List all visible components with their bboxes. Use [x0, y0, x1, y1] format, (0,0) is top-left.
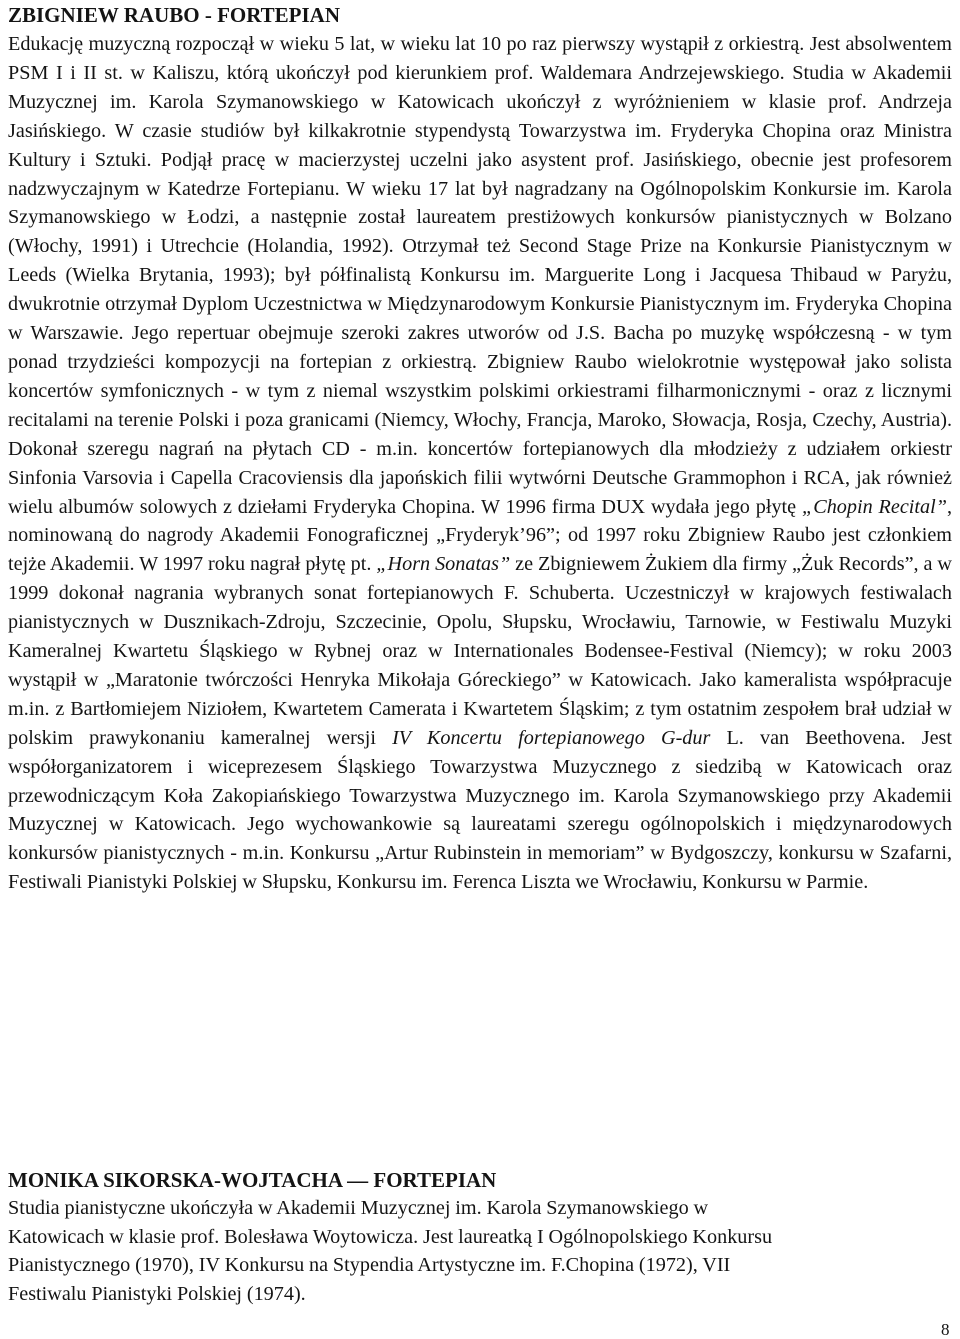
- paragraph-line: Festiwalu Pianistyki Polskiej (1974).: [8, 1282, 306, 1305]
- album-title-horn-sonatas: „Horn Sonatas”: [376, 553, 511, 576]
- biography-paragraph: [8, 30, 952, 897]
- paragraph-text: , nominowaną do nagrody Akademii Fonograficznej „Fryderyk’96”; od 1997 roku Zbigniew Raubo jest członkiem tejże Akademii. W 1997 roku nagrał płytę pt.: [8, 495, 952, 576]
- paragraph-text: L. van Beethovena. Jest współorganizatorem i wiceprezesem Śląskiego Towarzystwa Muzycznego z siedzibą w Katowicach oraz przewodniczącym Koła Zakopiańskiego Towarzystwa Muzycznego im. Karola Szymanowskiego przy Akademii Muzycznej w Katowicach. Jego wychowankowie są laureatami szeregu ogólnopolskich i międzynarodowych konkursów pianistycznych - m.in. Konkursu „Artur Rubinstein in memoriam” w Bydgoszczy, konkursu w Szafarni, Festiwali Pianistyki Polskiej w Słupsku, Konkursu im. Ferenca Liszta we Wrocławiu, Konkursu w Parmie.: [8, 726, 952, 894]
- paragraph-text: ze Zbigniewem Żukiem dla firmy „Żuk Records”, a w 1999 dokonał nagrania wybranych sonat fortepianowych F. Schuberta. Uczestniczył w krajowych festiwalach pianistycznych w Dusznikach-Zdroju, Szczecinie, Opolu, Słupsku, Wrocławiu, Tarnowie, w Festiwalu Muzyki Kameralnej Kwartetu Śląskiego w Rybnej oraz w Internationales Bodensee-Festival (Niemcy); w roku 2003 wystąpił w „Maratonie twórczości Henryka Mikołaja Góreckiego” w Katowicach. Jako kameralista współpracuje m.in. z Bartłomiejem Niziołem, Kwartetem Camerata i Kwartetem Śląskim; z tym ostatnim zespołem brał udział w polskim prawykonaniu kameralnej wersji: [8, 553, 952, 749]
- paragraph-line: Pianistycznego (1970), IV Konkursu na Stypendia Artystyczne im. F.Chopina (1972), VII: [8, 1254, 731, 1276]
- section-title: MONIKA SIKORSKA-WOJTACHA — FORTEPIAN: [8, 1168, 497, 1192]
- album-title-chopin-recital: „Chopin Recital”: [802, 495, 947, 518]
- page-number: 8: [941, 1320, 950, 1339]
- biography-paragraph: [8, 1194, 952, 1308]
- paragraph-text: Edukację muzyczną rozpoczął w wieku 5 lat, w wieku lat 10 po raz pierwszy wystąpił z orkiestrą. Jest absolwentem PSM I i II st. w Kaliszu, którą ukończył pod kierunkiem prof. Waldemara Andrzejewskiego. Studia w Akademii Muzycznej im. Karola Szymanowskiego w Katowicach ukończył z wyróżnieniem w klasie prof. Andrzeja Jasińskiego. W czasie studiów był kilkakrotnie stypendystą Towarzystwa im. Fryderyka Chopina oraz Ministra Kultury i Sztuki. Podjął pracę w macierzystej uczelni jako asystent prof. Jasińskiego, obecnie jest profesorem nadzwyczajnym w Katedrze Fortepianu. W wieku 17 lat był nagradzany na Ogólnopolskim Konkursie im. Karola Szymanowskiego w Łodzi, a następnie został laureatem prestiżowych konkursów pianistycznych w Bolzano (Włochy, 1991) i Utrechcie (Holandia, 1992). Otrzymał też Second Stage Prize na Konkursie Pianistycznym w Leeds (Wielka Brytania, 1993); był półfinalistą Konkursu im. Marguerite Long i Jacquesa Thibaud w Paryżu, dwukrotnie otrzymał Dyplom Uczestnictwa w Międzynarodowym Konkursie Pianistycznym im. Fryderyka Chopina w Warszawie. Jego repertuar obejmuje szeroki zakres utworów od J.S. Bacha po muzykę współczesną - w tym ponad trzydzieści kompozycji na fortepian z orkiestrą. Zbigniew Raubo wielokrotnie występował jako solista koncertów symfonicznych - w tym z niemal wszystkim polskimi orkiestrami filharmonicznymi - oraz z licznymi recitalami na terenie Polski i poza granicami (Niemcy, Włochy, Francja, Maroko, Słowacja, Rosja, Czechy, Austria). Dokonał szeregu nagrań na płytach CD - m.in. koncertów fortepianowych dla młodzieży z udziałem orkiestr Sinfonia Varsovia i Capella Cracoviensis dla japońskich filii wytwórni Deutsche Grammophon i RCA, jak również wielu albumów solowych z dziełami Fryderyka Chopina. W 1996 firma DUX wydała jego płytę: [8, 33, 952, 518]
- work-title-fourth-concerto: IV Koncertu fortepianowego G-dur: [392, 726, 711, 749]
- paragraph-line: Katowicach w klasie prof. Bolesława Woytowicza. Jest laureatką I Ogólnopolskiego Konkursu: [8, 1225, 773, 1248]
- biography-monika-sikorska-wojtacha: [8, 1166, 952, 1308]
- section-title: ZBIGNIEW RAUBO - FORTEPIAN: [8, 3, 341, 27]
- biography-zbigniew-raubo: [8, 1, 952, 897]
- paragraph-line: Studia pianistyczne ukończyła w Akademii Muzycznej im. Karola Szymanowskiego w: [8, 1197, 709, 1219]
